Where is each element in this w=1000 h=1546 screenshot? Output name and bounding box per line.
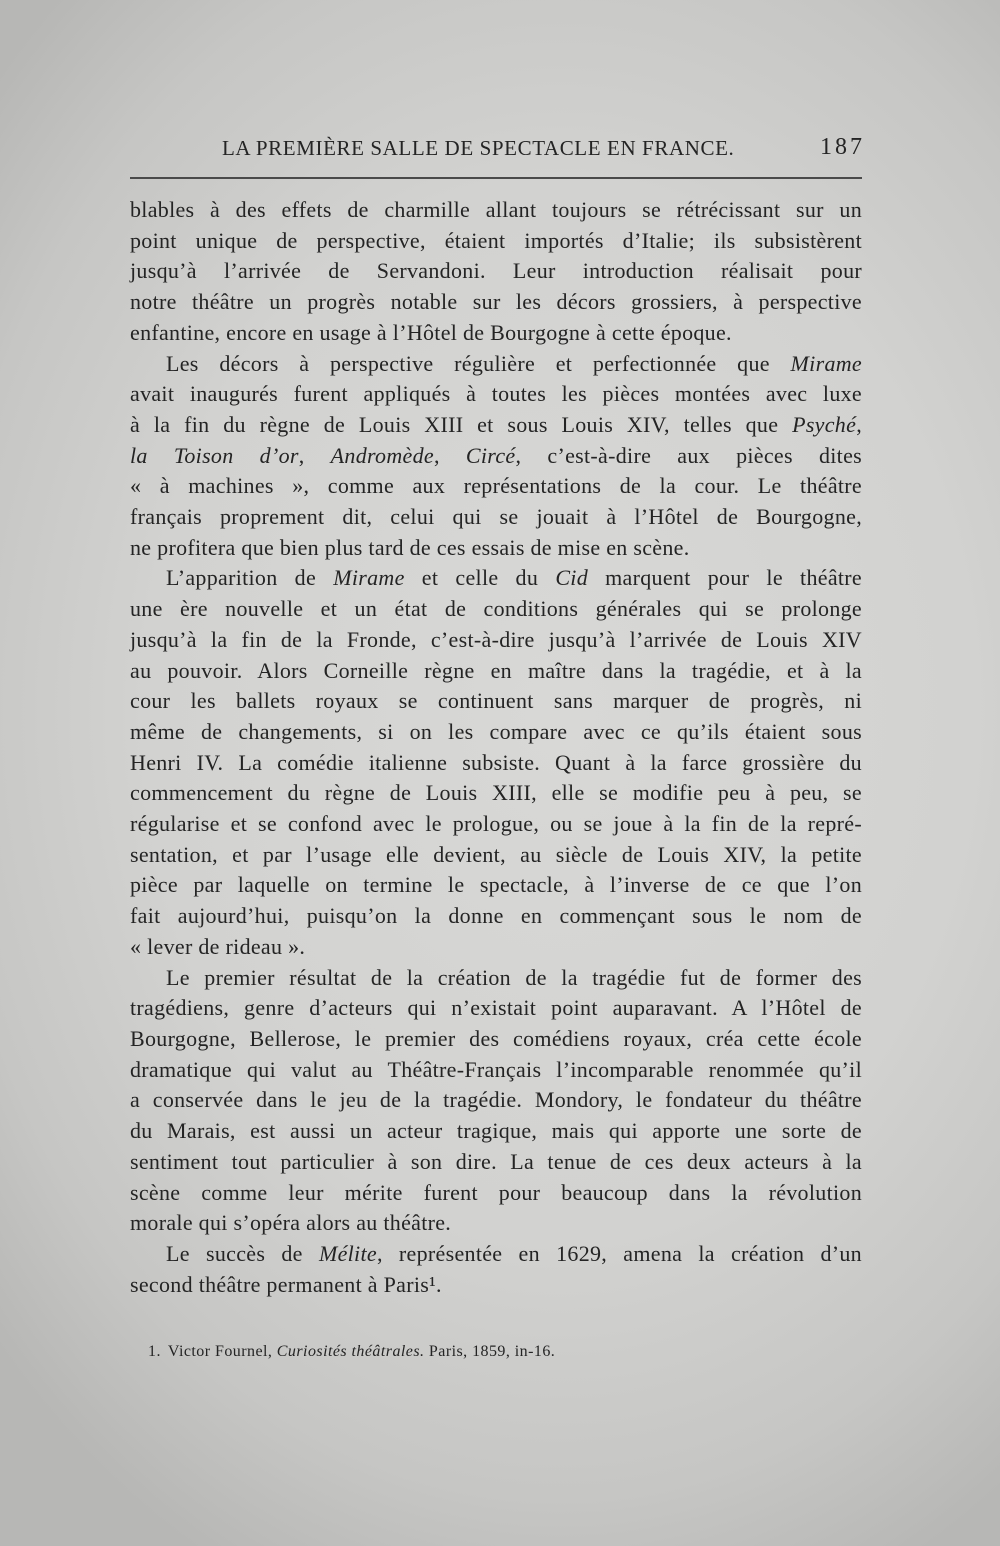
text-line: fait aujourd’hui, puisqu’on la donne en commençant sous le nom de [130, 903, 862, 929]
text-line: « à machines », comme aux représentations de la cour. Le théâtre [130, 473, 862, 499]
header-rule [130, 177, 862, 179]
text-line [130, 349, 862, 380]
text-line: même de changements, si on les compare avec ce qu’ils étaient sous [130, 718, 862, 744]
text-line: a conservée dans le jeu de la tragédie. Mondory, le fondateur du théâtre [130, 1087, 862, 1113]
text-line: notre théâtre un progrès notable sur les décors grossiers, à perspective [130, 289, 862, 315]
text-line [130, 441, 862, 472]
text-run: , [856, 411, 862, 437]
text-line: blables à des effets de charmille allant toujours se rétrécissant sur un [130, 197, 862, 222]
text-run: et celle du [404, 565, 556, 591]
text-line: Bourgogne, Bellerose, le premier des comédiens royaux, créa cette école [130, 1025, 862, 1051]
text-run: , [298, 442, 331, 468]
text-line: ne profitera que bien plus tard de ces essais de mise en scène. [130, 534, 690, 560]
text-line: jusqu’à l’arrivée de Servandoni. Leur introduction réalisait pour [130, 258, 862, 284]
text-line: jusqu’à la fin de la Fronde, c’est-à-dire jusqu’à l’arrivée de Louis XIV [130, 626, 862, 652]
paragraph [130, 195, 862, 349]
page-number: 187 [820, 134, 865, 160]
text-line: morale qui s’opéra alors au théâtre. [130, 1210, 452, 1236]
paragraph [130, 1239, 862, 1300]
paragraph [130, 963, 862, 1239]
text-run: Les décors à perspective régulière et perfectionnée que [166, 350, 791, 376]
body-text [130, 195, 862, 1300]
text-line: cour les ballets royaux se continuent sans marquer de progrès, ni [130, 688, 862, 714]
text-run: marquent pour le théâtre [588, 565, 862, 591]
text-run: à la fin du règne de Louis XIII et sous Louis XIV, telles que [130, 411, 793, 437]
italic-title: Psyché [792, 411, 857, 437]
italic-title: Andromède [330, 442, 434, 468]
text-line: une ère nouvelle et un état de conditions générales qui se prolonge [130, 596, 862, 622]
text-line: Henri IV. La comédie italienne subsiste. Quant à la farce grossière du [130, 749, 862, 775]
text-line: régularise et se confond avec le prologue, ou se joue à la fin de la repré- [130, 811, 862, 837]
italic-title: la Toison d’or [130, 442, 299, 468]
text-line [130, 563, 862, 594]
text-run: Victor Fournel, [167, 1343, 277, 1360]
text-run: , c’est-à-dire aux pièces dites [515, 442, 863, 468]
paragraph [130, 563, 862, 962]
text-line: enfantine, encore en usage à l’Hôtel de Bourgogne à cette époque. [130, 319, 732, 345]
text-line: scène comme leur mérite furent pour beaucoup dans la révolution [130, 1179, 862, 1205]
text-run: Le succès de [166, 1240, 319, 1266]
footnote-marker: 1. [148, 1343, 161, 1360]
text-line: au pouvoir. Alors Corneille règne en maître dans la tragédie, et à la [130, 657, 862, 683]
text-line: du Marais, est aussi un acteur tragique, mais qui apporte une sorte de [130, 1118, 862, 1144]
text-line [130, 410, 862, 441]
text-run: , représentée en 1629, amena la création d’un [376, 1240, 862, 1266]
text-line: dramatique qui valut au Théâtre-Français l’incomparable renommée qu’il [130, 1056, 862, 1082]
text-line: commencement du règne de Louis XIII, elle se modifie peu à peu, se [130, 780, 862, 806]
footnotes [148, 1341, 555, 1363]
text-line: second théâtre permanent à Paris¹. [130, 1271, 442, 1297]
text-line: tragédiens, genre d’acteurs qui n’existait point auparavant. A l’Hôtel de [130, 995, 862, 1021]
italic-title: Curiosités théâtrales. [276, 1343, 425, 1360]
text-line: avait inaugurés furent appliqués à toutes les pièces montées avec luxe [130, 381, 862, 407]
running-head: LA PREMIÈRE SALLE DE SPECTACLE EN FRANCE. [222, 136, 735, 160]
text-line: point unique de perspective, étaient importés d’Italie; ils subsistèrent [130, 227, 862, 253]
italic-title: Mirame [790, 350, 862, 376]
text-line: Le premier résultat de la création de la tragédie fut de former des [166, 964, 862, 990]
italic-title: Mirame [333, 565, 405, 591]
footnote [148, 1341, 555, 1363]
text-run: Paris, 1859, in-16. [424, 1343, 556, 1360]
paragraph [130, 349, 862, 564]
text-line: pièce par laquelle on termine le spectacle, à l’inverse de ce que l’on [130, 872, 862, 898]
text-line [130, 1239, 862, 1270]
italic-title: Cid [555, 565, 588, 591]
text-line: français proprement dit, celui qui se jouait à l’Hôtel de Bourgogne, [130, 504, 862, 530]
text-line: « lever de rideau ». [130, 933, 306, 959]
text-run: , [433, 442, 466, 468]
text-run: L’apparition de [166, 565, 334, 591]
italic-title: Mélite [318, 1240, 377, 1266]
text-line: sentation, et par l’usage elle devient, au siècle de Louis XIV, la petite [130, 841, 862, 867]
italic-title: Circé [465, 442, 516, 468]
text-line: sentiment tout particulier à son dire. La tenue de ces deux acteurs à la [130, 1148, 862, 1174]
